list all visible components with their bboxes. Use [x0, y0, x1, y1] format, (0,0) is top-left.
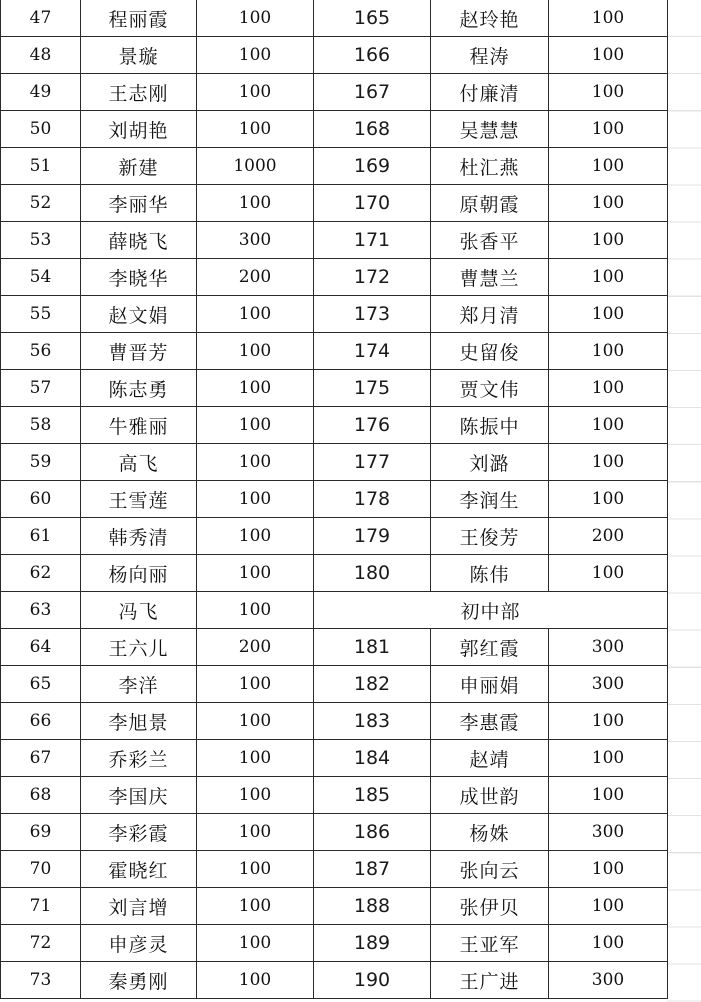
right-row-name: 张向云 [431, 851, 549, 888]
right-row-amount: 300 [549, 629, 668, 666]
right-row-number: 169 [314, 148, 431, 185]
left-row-number: 73 [1, 962, 81, 999]
left-row-number: 71 [1, 888, 81, 925]
table-row [1, 703, 668, 740]
table-row [1, 370, 668, 407]
left-row-number: 57 [1, 370, 81, 407]
right-row-number: 185 [314, 777, 431, 814]
left-row-amount: 100 [197, 74, 314, 111]
right-row-amount: 100 [549, 185, 668, 222]
left-row-amount: 100 [197, 703, 314, 740]
right-row-amount: 100 [549, 37, 668, 74]
table-row [1, 222, 668, 259]
table-row [1, 0, 668, 37]
left-row-amount: 100 [197, 111, 314, 148]
right-row-name: 杜汇燕 [431, 148, 549, 185]
left-row-amount: 100 [197, 851, 314, 888]
right-row-name: 史留俊 [431, 333, 549, 370]
left-row-name: 乔彩兰 [81, 740, 197, 777]
right-row-number: 178 [314, 481, 431, 518]
left-row-name: 李丽华 [81, 185, 197, 222]
right-row-name: 贾文伟 [431, 370, 549, 407]
right-row-amount: 100 [549, 0, 668, 37]
table-row [1, 37, 668, 74]
left-row-number: 68 [1, 777, 81, 814]
table-row [1, 851, 668, 888]
left-row-number: 62 [1, 555, 81, 592]
right-row-amount: 100 [549, 370, 668, 407]
right-row-amount: 300 [549, 666, 668, 703]
right-row-amount: 100 [549, 851, 668, 888]
right-row-name: 刘潞 [431, 444, 549, 481]
section-header-label: 初中部 [314, 592, 668, 629]
left-row-amount: 100 [197, 407, 314, 444]
table-row [1, 444, 668, 481]
right-row-name: 张伊贝 [431, 888, 549, 925]
right-row-name: 曹慧兰 [431, 259, 549, 296]
right-row-number: 187 [314, 851, 431, 888]
right-row-amount: 100 [549, 259, 668, 296]
left-row-number: 51 [1, 148, 81, 185]
right-row-amount: 100 [549, 555, 668, 592]
right-row-amount: 100 [549, 888, 668, 925]
table-row [1, 111, 668, 148]
left-row-amount: 100 [197, 370, 314, 407]
left-row-name: 高飞 [81, 444, 197, 481]
left-row-amount: 100 [197, 592, 314, 629]
table-row [1, 148, 668, 185]
table-row [1, 888, 668, 925]
right-row-number: 174 [314, 333, 431, 370]
table-row [1, 740, 668, 777]
left-row-name: 薛晓飞 [81, 222, 197, 259]
right-row-number: 177 [314, 444, 431, 481]
left-row-name: 霍晓红 [81, 851, 197, 888]
table-row [1, 555, 668, 592]
left-row-name: 李旭景 [81, 703, 197, 740]
left-row-number: 67 [1, 740, 81, 777]
right-row-amount: 100 [549, 296, 668, 333]
left-row-amount: 100 [197, 925, 314, 962]
left-row-amount: 1000 [197, 148, 314, 185]
right-row-name: 郑月清 [431, 296, 549, 333]
left-row-number: 66 [1, 703, 81, 740]
left-row-amount: 100 [197, 555, 314, 592]
left-row-amount: 100 [197, 518, 314, 555]
right-row-amount: 100 [549, 148, 668, 185]
left-row-name: 新建 [81, 148, 197, 185]
left-row-amount: 100 [197, 740, 314, 777]
right-row-name: 王俊芳 [431, 518, 549, 555]
left-row-name: 陈志勇 [81, 370, 197, 407]
left-row-amount: 100 [197, 0, 314, 37]
table-row [1, 296, 668, 333]
right-row-amount: 200 [549, 518, 668, 555]
right-row-name: 申丽娟 [431, 666, 549, 703]
table-row [1, 407, 668, 444]
left-row-number: 63 [1, 592, 81, 629]
left-row-name: 李国庆 [81, 777, 197, 814]
table-row [1, 777, 668, 814]
right-row-number: 188 [314, 888, 431, 925]
left-row-name: 刘胡艳 [81, 111, 197, 148]
left-row-number: 53 [1, 222, 81, 259]
right-row-number: 181 [314, 629, 431, 666]
left-row-name: 王雪莲 [81, 481, 197, 518]
left-row-name: 景璇 [81, 37, 197, 74]
left-row-amount: 100 [197, 37, 314, 74]
left-row-number: 52 [1, 185, 81, 222]
left-row-number: 64 [1, 629, 81, 666]
right-row-number: 179 [314, 518, 431, 555]
left-row-name: 秦勇刚 [81, 962, 197, 999]
right-row-name: 赵玲艳 [431, 0, 549, 37]
left-row-name: 杨向丽 [81, 555, 197, 592]
left-row-number: 48 [1, 37, 81, 74]
right-row-amount: 100 [549, 740, 668, 777]
right-row-amount: 100 [549, 407, 668, 444]
left-row-number: 47 [1, 0, 81, 37]
left-row-name: 李晓华 [81, 259, 197, 296]
table-row [1, 814, 668, 851]
left-row-name: 程丽霞 [81, 0, 197, 37]
right-row-name: 陈振中 [431, 407, 549, 444]
faint-gridlines [667, 0, 701, 1002]
right-row-number: 168 [314, 111, 431, 148]
right-row-number: 186 [314, 814, 431, 851]
left-row-number: 70 [1, 851, 81, 888]
table-row [1, 481, 668, 518]
left-row-name: 刘言增 [81, 888, 197, 925]
table-row [1, 518, 668, 555]
right-row-name: 郭红霞 [431, 629, 549, 666]
right-row-amount: 300 [549, 814, 668, 851]
left-row-amount: 100 [197, 444, 314, 481]
right-row-number: 173 [314, 296, 431, 333]
right-row-amount: 100 [549, 777, 668, 814]
left-row-name: 赵文娟 [81, 296, 197, 333]
left-row-number: 58 [1, 407, 81, 444]
right-row-name: 王亚军 [431, 925, 549, 962]
left-row-amount: 100 [197, 333, 314, 370]
right-row-number: 183 [314, 703, 431, 740]
left-row-number: 50 [1, 111, 81, 148]
right-row-amount: 100 [549, 481, 668, 518]
table-row [1, 259, 668, 296]
left-row-amount: 200 [197, 259, 314, 296]
table-row [1, 962, 668, 999]
right-row-number: 190 [314, 962, 431, 999]
right-row-number: 189 [314, 925, 431, 962]
table-row [1, 925, 668, 962]
left-row-number: 65 [1, 666, 81, 703]
left-row-amount: 100 [197, 888, 314, 925]
left-row-name: 李彩霞 [81, 814, 197, 851]
right-row-number: 180 [314, 555, 431, 592]
right-row-name: 吴慧慧 [431, 111, 549, 148]
right-row-amount: 300 [549, 962, 668, 999]
table-row [1, 333, 668, 370]
right-row-name: 程涛 [431, 37, 549, 74]
right-row-number: 166 [314, 37, 431, 74]
right-row-amount: 100 [549, 925, 668, 962]
left-row-number: 59 [1, 444, 81, 481]
left-row-name: 王志刚 [81, 74, 197, 111]
left-row-amount: 100 [197, 185, 314, 222]
right-row-number: 172 [314, 259, 431, 296]
table-row [1, 592, 668, 629]
right-row-number: 176 [314, 407, 431, 444]
left-row-amount: 200 [197, 629, 314, 666]
right-row-amount: 100 [549, 222, 668, 259]
roster-body [1, 0, 668, 999]
right-row-name: 王广进 [431, 962, 549, 999]
table-row [1, 666, 668, 703]
right-row-amount: 100 [549, 444, 668, 481]
right-row-number: 171 [314, 222, 431, 259]
left-row-number: 60 [1, 481, 81, 518]
left-row-amount: 100 [197, 814, 314, 851]
right-row-name: 李润生 [431, 481, 549, 518]
right-row-name: 陈伟 [431, 555, 549, 592]
right-row-number: 184 [314, 740, 431, 777]
right-row-name: 原朝霞 [431, 185, 549, 222]
table-row [1, 629, 668, 666]
left-row-name: 李洋 [81, 666, 197, 703]
left-row-name: 曹晋芳 [81, 333, 197, 370]
right-row-amount: 100 [549, 74, 668, 111]
right-row-name: 李惠霞 [431, 703, 549, 740]
right-row-name: 成世韵 [431, 777, 549, 814]
left-row-number: 49 [1, 74, 81, 111]
right-row-number: 167 [314, 74, 431, 111]
left-row-number: 72 [1, 925, 81, 962]
right-row-number: 182 [314, 666, 431, 703]
right-row-number: 170 [314, 185, 431, 222]
right-row-name: 杨姝 [431, 814, 549, 851]
left-row-amount: 100 [197, 296, 314, 333]
right-row-amount: 100 [549, 111, 668, 148]
left-row-number: 61 [1, 518, 81, 555]
left-row-number: 69 [1, 814, 81, 851]
left-row-number: 54 [1, 259, 81, 296]
left-row-number: 56 [1, 333, 81, 370]
table-row [1, 185, 668, 222]
right-row-name: 赵靖 [431, 740, 549, 777]
left-row-amount: 100 [197, 777, 314, 814]
left-row-name: 申彦灵 [81, 925, 197, 962]
left-row-name: 牛雅丽 [81, 407, 197, 444]
left-row-name: 韩秀清 [81, 518, 197, 555]
left-row-amount: 100 [197, 666, 314, 703]
left-row-name: 冯飞 [81, 592, 197, 629]
left-row-amount: 100 [197, 481, 314, 518]
right-row-number: 165 [314, 0, 431, 37]
left-row-amount: 300 [197, 222, 314, 259]
left-row-number: 55 [1, 296, 81, 333]
table-row [1, 74, 668, 111]
right-row-number: 175 [314, 370, 431, 407]
right-row-name: 张香平 [431, 222, 549, 259]
left-row-name: 王六儿 [81, 629, 197, 666]
right-row-name: 付廉清 [431, 74, 549, 111]
right-row-amount: 100 [549, 333, 668, 370]
right-row-amount: 100 [549, 703, 668, 740]
left-row-amount: 100 [197, 962, 314, 999]
